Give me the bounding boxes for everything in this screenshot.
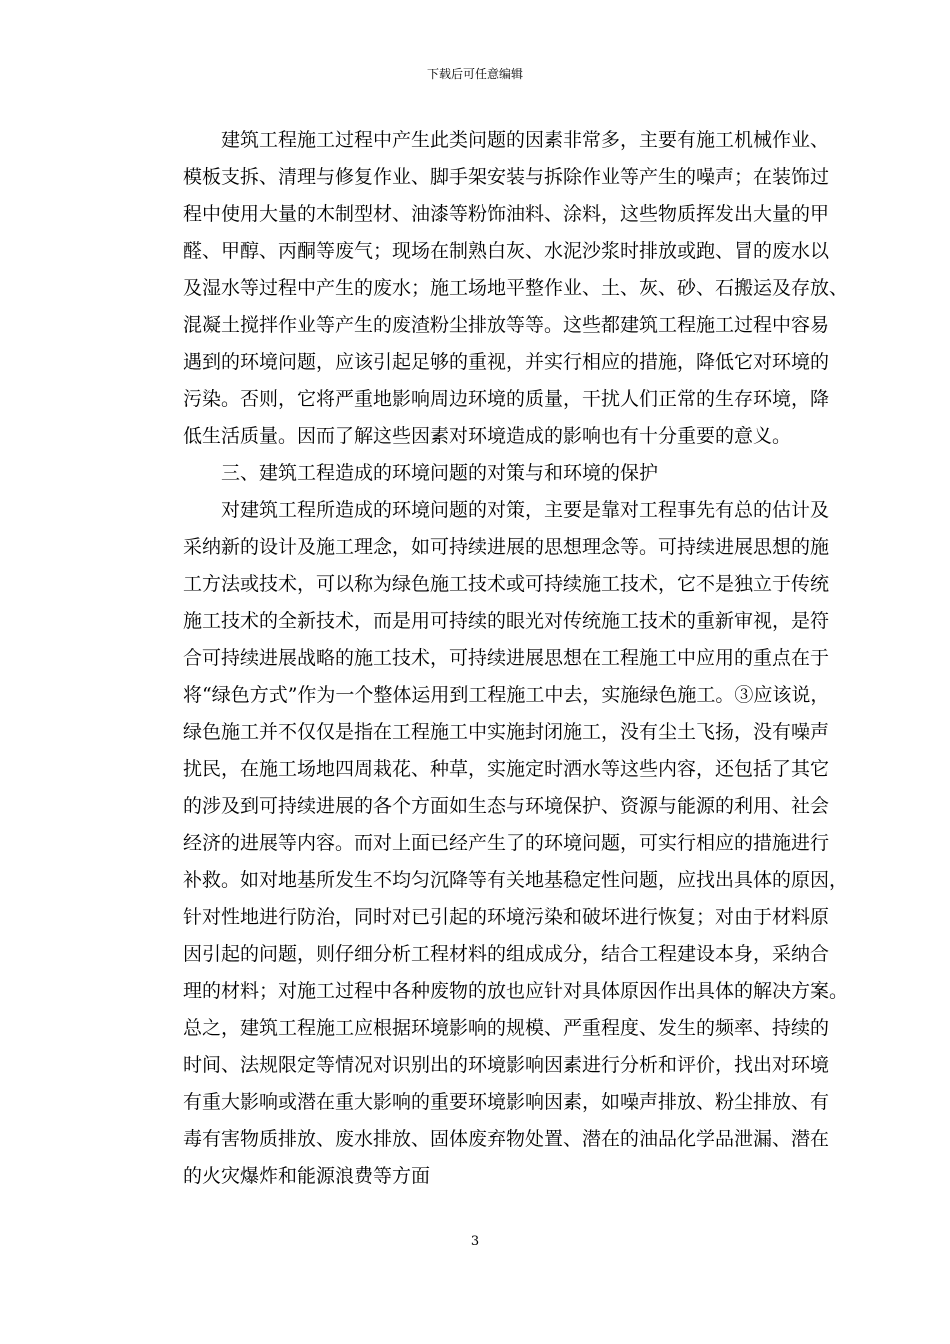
text-line: 醛、甲醇、丙酮等废气；现场在制熟白灰、水泥沙浆时排放或跑、冒的废水以	[183, 240, 830, 262]
text-line: 混凝土搅拌作业等产生的废渣粉尘排放等等。这些都建筑工程施工过程中容易	[183, 314, 830, 336]
text-line: 将“绿色方式”作为一个整体运用到工程施工中去，实施绿色施工。③应该说，	[183, 684, 830, 706]
page-number: 3	[470, 1234, 480, 1249]
text-line: 及湿水等过程中产生的废水；施工场地平整作业、土、灰、砂、石搬运及存放、	[183, 277, 849, 299]
text-line: 模板支拆、清理与修复作业、脚手架安装与拆除作业等产生的噪声；在装饰过	[183, 166, 830, 188]
paragraph-countermeasures	[145, 492, 849, 1195]
text-line: 绿色施工并不仅仅是指在工程施工中实施封闭施工，没有尘土飞扬，没有噪声	[183, 721, 830, 743]
text-line: 污染。否则，它将严重地影响周边环境的质量，干扰人们正常的生存环境，降	[183, 388, 830, 410]
text-line: 总之，建筑工程施工应根据环境影响的规模、严重程度、发生的频率、持续的	[183, 1017, 830, 1039]
text-line: 理的材料；对施工过程中各种废物的放也应针对具体原因作出具体的解决方案。	[183, 980, 849, 1002]
text-line: 针对性地进行防治，同时对已引起的环境污染和破坏进行恢复；对由于材料原	[183, 906, 830, 928]
text-line: 程中使用大量的木制型材、油漆等粉饰油料、涂料，这些物质挥发出大量的甲	[183, 203, 830, 225]
text-line: 建筑工程施工过程中产生此类问题的因素非常多，主要有施工机械作业、	[221, 129, 830, 151]
text-line: 的火灾爆炸和能源浪费等方面	[183, 1165, 431, 1187]
text-line: 扰民，在施工场地四周栽花、种草，实施定时洒水等这些内容，还包括了其它	[183, 758, 830, 780]
text-line: 有重大影响或潜在重大影响的重要环境影响因素，如噪声排放、粉尘排放、有	[183, 1091, 830, 1113]
text-line: 对建筑工程所造成的环境问题的对策，主要是靠对工程事先有总的估计及	[221, 499, 830, 521]
text-line: 采纳新的设计及施工理念，如可持续进展的思想理念等。可持续进展思想的施	[183, 536, 830, 558]
text-line: 合可持续进展战略的施工技术，可持续进展思想在工程施工中应用的重点在于	[183, 647, 830, 669]
text-line: 因引起的问题，则仔细分析工程材料的组成成分，结合工程建设本身，采纳合	[183, 943, 830, 965]
section-heading-text: 三、建筑工程造成的环境问题的对策与和环境的保护	[221, 462, 659, 484]
page-header: 下载后可任意编辑	[426, 67, 523, 81]
text-line: 经济的进展等内容。而对上面已经产生了的环境问题，可实行相应的措施进行	[183, 832, 830, 854]
document-body	[145, 122, 849, 1195]
text-line: 的涉及到可持续进展的各个方面如生态与环境保护、资源与能源的利用、社会	[183, 795, 830, 817]
text-line: 工方法或技术，可以称为绿色施工技术或可持续施工技术，它不是独立于传统	[183, 573, 830, 595]
text-line: 低生活质量。因而了解这些因素对环境造成的影响也有十分重要的意义。	[183, 425, 792, 447]
text-line: 遇到的环境问题，应该引起足够的重视，并实行相应的措施，降低它对环境的	[183, 351, 830, 373]
section-heading	[145, 455, 810, 492]
text-line: 施工技术的全新技术，而是用可持续的眼光对传统施工技术的重新审视，是符	[183, 610, 830, 632]
text-line: 毒有害物质排放、废水排放、固体废弃物处置、潜在的油品化学品泄漏、潜在	[183, 1128, 830, 1150]
paragraph-environmental-factors	[145, 122, 849, 455]
text-line: 补救。如对地基所发生不均匀沉降等有关地基稳定性问题，应找出具体的原因，	[183, 869, 849, 891]
text-line: 时间、法规限定等情况对识别出的环境影响因素进行分析和评价，找出对环境	[183, 1054, 830, 1076]
